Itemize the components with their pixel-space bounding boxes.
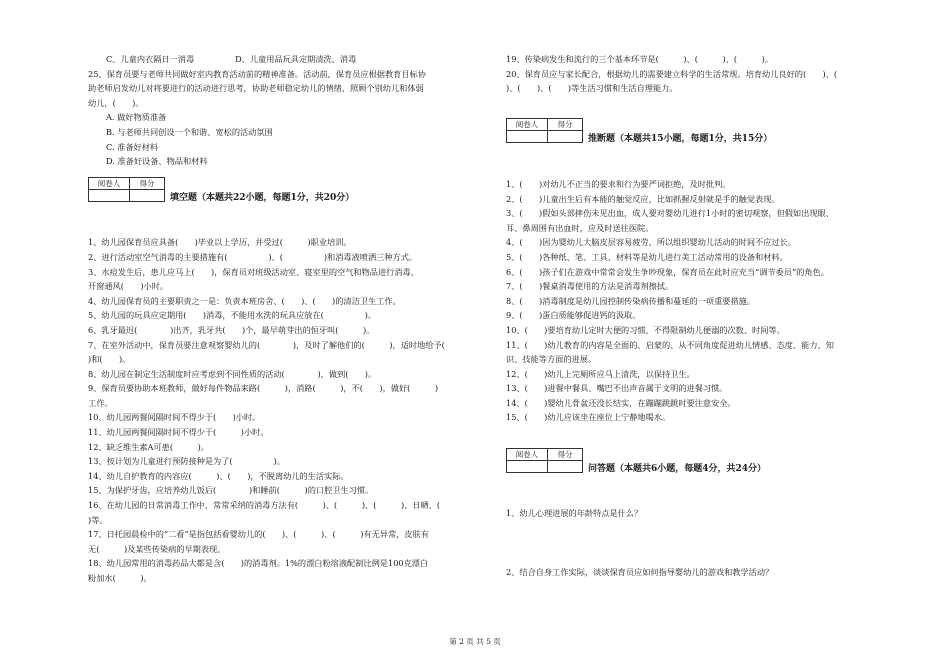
score-label: 得分 xyxy=(548,119,583,131)
question-line: 1、幼儿园保育员应具备( )毕业以上学历，并受过( )职业培训。 xyxy=(88,237,352,248)
judgment-line: 耳、鼻周围有出血时，应及时送往医院。 xyxy=(506,222,654,233)
question-line: 4、幼儿园保育员的主要职责之一是：负责本班房舍、( )、( )的清洁卫生工作。 xyxy=(88,295,401,306)
grader-label: 阅卷人 xyxy=(89,177,130,189)
question-line: 幼儿，( )。 xyxy=(88,97,144,108)
question-line: 16、在幼儿园的日常消毒工作中，常常采纳的消毒方法有( )、( )、( )、日晒、( xyxy=(88,500,457,511)
judgment-line: 3、( )假如头部摔伤未见出血，成人要对婴幼儿进行1小时的密切观察，但假如出现眼、 xyxy=(506,208,834,219)
judgment-line: 4、( )因为婴幼儿大脑皮层容易疲劳，所以组织婴幼儿活动的时间不应过长。 xyxy=(506,237,796,248)
question-line: 25、保育员要与老师共同做好室内教育活动前的精神准备。活动前，保育员应根据教育目标协 xyxy=(88,68,426,79)
judgment-questions xyxy=(506,177,902,425)
judgment-line: 7、( )餐桌消毒使用的方法是消毒剂擦拭。 xyxy=(506,281,674,292)
question-line: )和( )。 xyxy=(88,354,131,365)
grader-cell xyxy=(507,460,548,472)
question-line: B. 与老师共同创设一个和谐、宽松的活动氛围 xyxy=(106,126,273,137)
question-line: D. 准备好设备、物品和材料 xyxy=(106,156,208,167)
question-line: 助老师启发幼儿对将要进行的活动进行思考，协助老师稳定幼儿的情绪，照顾个别幼儿和体弱 xyxy=(88,83,424,94)
judgment-line: 2、( )儿童出生后有本能的触觉反应，比如抓握反射就是手的触觉表现。 xyxy=(506,193,780,204)
judgment-line: 12、( )幼儿上完厕所应马上清洗，以保持卫生。 xyxy=(506,368,695,379)
question-line: )等。 xyxy=(88,514,108,525)
fill-blank-questions xyxy=(88,235,486,585)
question-line: 8、幼儿园在制定生活制度时应考虑到不同性质的活动( )，做到( )。 xyxy=(88,368,377,379)
judgment-line: 识、技能等方面的进展。 xyxy=(506,354,597,365)
section-title-judgment: 推断题（本题共15小题，每题1分，共15分） xyxy=(588,134,773,145)
question-line: 粉加水( )。 xyxy=(88,573,152,583)
grader-label: 阅卷人 xyxy=(507,448,548,460)
judgment-line: 14、( )婴幼儿骨盆还没长结实，在蹦蹦跳跳时要注意安全。 xyxy=(506,397,736,408)
question-line: 10、幼儿园两餐间隔时间不得少于( )小时。 xyxy=(88,412,261,423)
grader-cell xyxy=(89,189,130,201)
score-cell xyxy=(548,131,583,143)
judgment-line: 13、( )进餐中餐具、嘴巴不出声音属于文明的进餐习惯。 xyxy=(506,383,728,394)
judgment-line: 5、( )各种纸、笔、工具、材料等是幼儿进行美工活动常用的设备和材料。 xyxy=(506,251,788,262)
question-line: 工作。 xyxy=(88,397,113,408)
page-footer: 第 2 页 共 5 页 xyxy=(449,637,501,646)
question-line: 11、幼儿园两餐间隔时间不得少于( )小时。 xyxy=(88,427,269,438)
score-table xyxy=(506,118,583,143)
score-table xyxy=(506,448,583,473)
judgment-section-header xyxy=(506,110,902,162)
question-line: 无( )及某些传染病的早期表现。 xyxy=(88,543,226,554)
question-line: 18、幼儿园常用的消毒药品大都是含( )的消毒剂。1%的漂白粉溶液配制比例是100克漂白 xyxy=(88,558,429,569)
score-label: 得分 xyxy=(130,177,165,189)
qa-question: 1、幼儿心理进展的年龄特点是什么？ xyxy=(506,508,643,519)
section-title-qa: 问答题（本题共6小题，每题4分，共24分） xyxy=(588,463,767,474)
question-line: 5、幼儿园的玩具应定期用( )消毒，不能用水洗的玩具应放在( )。 xyxy=(88,310,377,321)
section-title-fill-blank: 填空题（本题共22小题，每题1分，共20分） xyxy=(170,192,355,203)
question-line: 15、为保护牙齿，应培养幼儿饭后( )和睡前( )的口腔卫生习惯。 xyxy=(88,485,374,496)
judgment-line: 15、( )幼儿应该坐在座位上宁静地喝水。 xyxy=(506,412,671,423)
qa-section-header xyxy=(506,440,902,492)
question-line: )、( )、( )等生活习惯和生活自理能力。 xyxy=(506,83,678,94)
question-line: 17、日托园晨检中的“二看”是指包括看婴幼儿的( )、( )、( )有无异常，皮肤有 xyxy=(88,529,429,540)
question-line: 20、保育员应与家长配合，根据幼儿的需要建立科学的生活常规。培育幼儿良好的( )、( xyxy=(506,68,854,79)
right-column xyxy=(506,52,902,579)
question-line: C. 准备好材料 xyxy=(106,141,159,152)
question-line: 12、缺乏维生素A可患( )。 xyxy=(88,441,209,452)
score-cell xyxy=(548,460,583,472)
right-top-lines xyxy=(506,52,902,96)
question-line: A. 做好物质准备 xyxy=(106,112,167,123)
question-line: 2、进行活动室空气消毒的主要措施有( )、( )和消毒液喷洒三种方式。 xyxy=(88,251,418,262)
question-line: 7、在室外活动中，保育员要注意观察婴幼儿的( )，及时了解他们的( )，适时地给予( xyxy=(88,339,462,350)
judgment-line: 8、( )消毒制度是幼儿园控制传染病传播和蔓延的一项重要措施。 xyxy=(506,295,756,306)
left-column xyxy=(88,52,486,586)
judgment-line: 10、( )要培育幼儿定时大便的习惯，不得限制幼儿便溺的次数、时间等。 xyxy=(506,324,785,335)
judgment-line: 9、( )蛋白质能够促进钙的汲取。 xyxy=(506,310,641,321)
score-table xyxy=(88,177,165,202)
judgment-line: 11、( )幼儿教育的内容是全面的、启蒙的、从不同角度促进幼儿情感、态度、能力、知 xyxy=(506,339,834,350)
qa-question: 2、结合自身工作实际，谈谈保育员应如何指导婴幼儿的游戏和教学活动？ xyxy=(506,566,774,577)
left-top-lines xyxy=(88,52,486,169)
judgment-line: 1、( )对幼儿不正当的要求和行为要严词拒绝，及时批判。 xyxy=(506,178,731,189)
question-line: 19、传染病发生和流行的三个基本环节是( )、( )、( )。 xyxy=(506,54,774,64)
question-line: 6、乳牙最迟( )出齐，乳牙共( )个，最早萌芽出的恒牙叫( )。 xyxy=(88,324,375,335)
grader-label: 阅卷人 xyxy=(507,119,548,131)
question-line: C、儿童内衣隔日一消毒 D、儿童用品玩具定期清洗、消毒 xyxy=(106,54,357,64)
question-line: 13、按计划为儿童进行预防接种是为了( )。 xyxy=(88,456,285,467)
judgment-line: 6、( )孩子们在游戏中常常会发生争吵现象，保育员在此时应充当“调节委员”的角色。 xyxy=(506,266,829,277)
score-cell xyxy=(130,189,165,201)
fill-blank-section-header xyxy=(88,169,486,221)
grader-cell xyxy=(507,131,548,143)
score-label: 得分 xyxy=(548,448,583,460)
question-line: 14、幼儿自护教育的内容应( )、( )，不脱离幼儿的生活实际。 xyxy=(88,470,349,481)
question-line: 3、水痘发生后，患儿应马上( )，保育员对班级活动室、寝室里的空气和物品进行消毒， xyxy=(88,266,419,277)
question-line: 开窗通风( )小时。 xyxy=(88,281,169,292)
question-line: 9、保育员要协助本班教师，做好每件物品来路( )，消路( )，不( )，做好( ) xyxy=(88,383,439,394)
